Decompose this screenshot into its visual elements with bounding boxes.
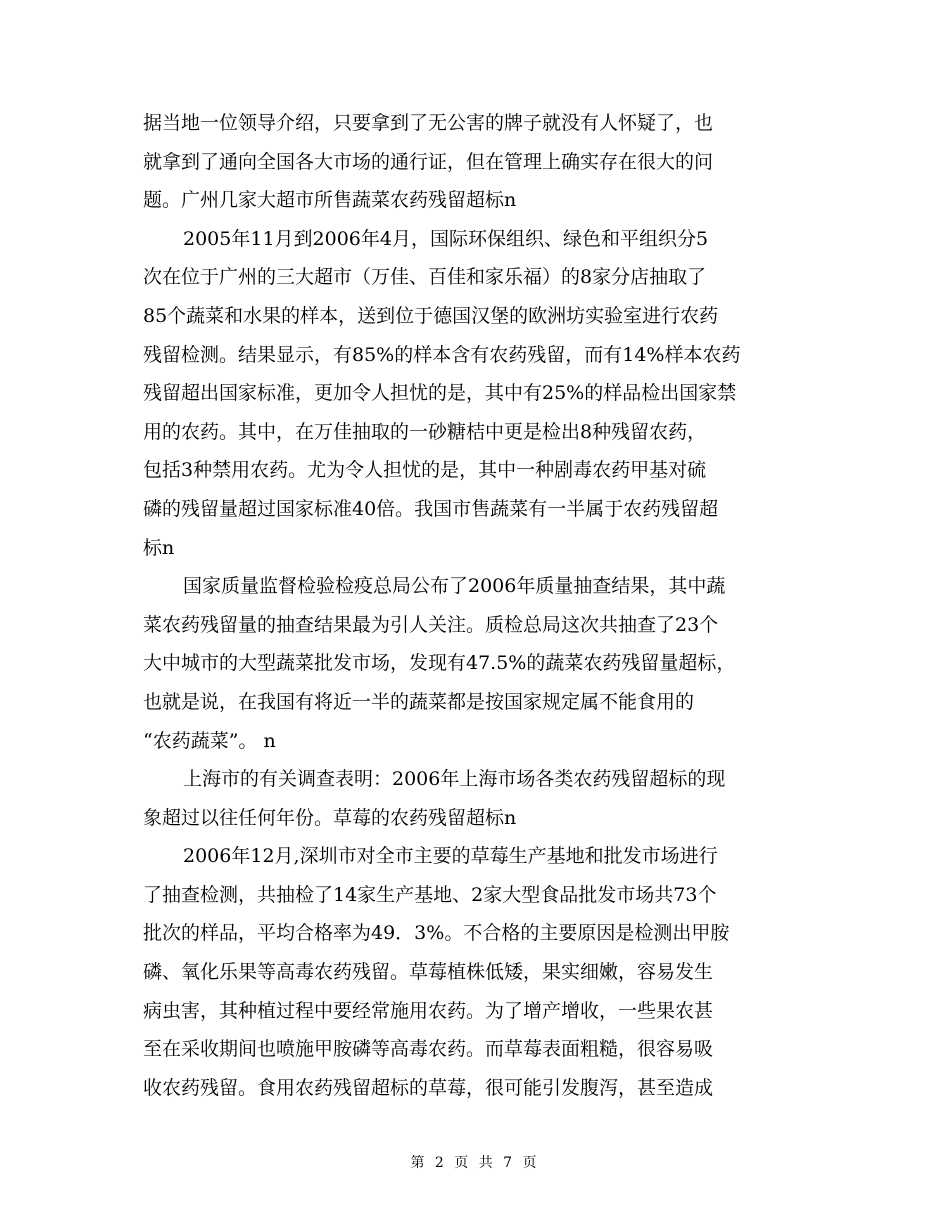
- page-number-footer: 第 2 页 共 7 页: [410, 1155, 540, 1171]
- text-line: “农药蔬菜”。 n: [143, 729, 276, 752]
- text-line: 磷、氧化乐果等高毒农药残留。草莓植株低矮，果实细嫩，容易发生: [143, 961, 714, 984]
- text-line: 残留超出国家标准，更加令人担忧的是，其中有25%的样品检出国家禁: [143, 382, 737, 405]
- body-text: [143, 104, 813, 1107]
- paragraph-first-line: 国家质量监督检验检疫总局公布了2006年质量抽查结果，其中蔬: [183, 575, 726, 598]
- text-line: 标n: [143, 536, 175, 559]
- text-line: 病虫害，其种植过程中要经常施用农药。为了增产增收，一些果农甚: [143, 999, 714, 1022]
- text-line: 至在采收期间也喷施甲胺磷等高毒农药。而草莓表面粗糙，很容易吸: [143, 1038, 714, 1061]
- text-line: 残留检测。结果显示，有85%的样本含有农药残留，而有14%样本农药: [143, 343, 741, 366]
- text-line: 了抽查检测，共抽检了14家生产基地、2家大型食品批发市场共73个: [143, 883, 717, 906]
- text-line: 菜农药残留量的抽查结果最为引人关注。质检总局这次共抽查了23个: [143, 613, 719, 636]
- text-line: 据当地一位领导介绍，只要拿到了无公害的牌子就没有人怀疑了，也: [143, 112, 714, 134]
- text-line: 题。广州几家大超市所售蔬菜农药残留超标n: [143, 189, 517, 212]
- text-line: 收农药残留。食用农药残留超标的草莓，很可能引发腹泻，甚至造成: [143, 1076, 714, 1099]
- text-line: 也就是说，在我国有将近一半的蔬菜都是按国家规定属不能食用的: [143, 690, 695, 713]
- text-line: 就拿到了通向全国各大市场的通行证，但在管理上确实存在很大的问: [143, 150, 714, 173]
- text-line: 用的农药。其中，在万佳抽取的一砂糖桔中更是检出8种残留农药，: [143, 420, 707, 443]
- text-line: 85个蔬菜和水果的样本，送到位于德国汉堡的欧洲坊实验室进行农药: [143, 304, 719, 327]
- paragraph-first-line: 上海市的有关调查表明：2006年上海市场各类农药残留超标的现: [183, 768, 726, 791]
- text-line: 批次的样品，平均合格率为49．3%。不合格的主要原因是检测出甲胺: [143, 922, 730, 945]
- text-line: 象超过以往任何年份。草莓的农药残留超标n: [143, 806, 517, 829]
- paragraph-first-line: 2005年11月到2006年4月，国际环保组织、绿色和平组织分5: [183, 227, 709, 250]
- text-line: 次在位于广州的三大超市（万佳、百佳和家乐福）的8家分店抽取了: [143, 266, 707, 289]
- text-line: 包括3种禁用农药。尤为令人担忧的是，其中一种剧毒农药甲基对硫: [143, 459, 707, 482]
- text-line: 磷的残留量超过国家标准40倍。我国市售蔬菜有一半属于农药残留超: [143, 497, 719, 520]
- text-line: 大中城市的大型蔬菜批发市场，发现有47.5%的蔬菜农药残留量超标，: [143, 652, 736, 675]
- paragraph-first-line: 2006年12月,深圳市对全市主要的草莓生产基地和批发市场进行: [183, 845, 718, 868]
